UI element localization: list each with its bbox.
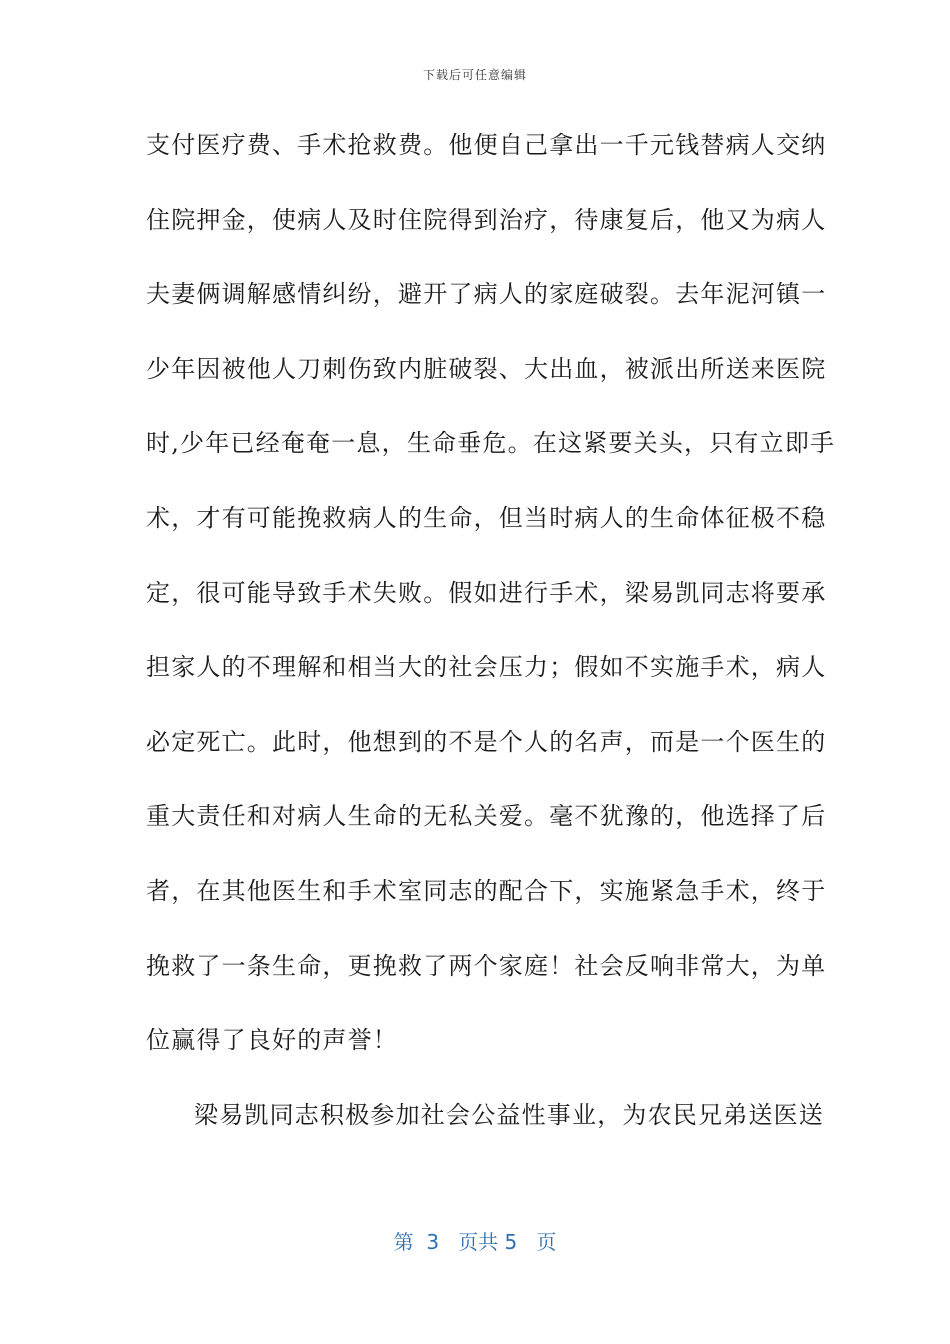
text-line: 担家人的不理解和相当大的社会压力；假如不实施手术，病人 bbox=[146, 653, 827, 682]
text-line: 位赢得了良好的声誉！ bbox=[146, 1026, 398, 1055]
text-line: 支付医疗费、手术抢救费。他便自己拿出一千元钱替病人交纳 bbox=[146, 131, 827, 159]
page-number-footer: 第 3 页共 5 页 bbox=[393, 1230, 557, 1254]
text-line: 时,少年已经奄奄一息，生命垂危。在这紧要关头，只有立即手 bbox=[146, 429, 836, 458]
text-line: 重大责任和对病人生命的无私关爱。毫不犹豫的，他选择了后 bbox=[146, 802, 827, 831]
text-line: 定，很可能导致手术失败。假如进行手术，梁易凯同志将要承 bbox=[146, 578, 827, 607]
page-header: 下载后可任意编辑 bbox=[422, 68, 527, 82]
document-body bbox=[146, 127, 836, 1171]
text-line: 梁易凯同志积极参加社会公益性事业，为农民兄弟送医送 bbox=[194, 1100, 824, 1129]
text-line: 术，才有可能挽救病人的生命，但当时病人的生命体征极不稳 bbox=[146, 503, 827, 532]
text-line: 者，在其他医生和手术室同志的配合下，实施紧急手术，终于 bbox=[146, 876, 827, 905]
text-line: 夫妻俩调解感情纠纷，避开了病人的家庭破裂。去年泥河镇一 bbox=[146, 280, 827, 309]
text-line: 住院押金，使病人及时住院得到治疗，待康复后，他又为病人 bbox=[146, 205, 827, 234]
text-line: 少年因被他人刀刺伤致内脏破裂、大出血，被派出所送来医院 bbox=[146, 354, 827, 383]
text-line: 必定死亡。此时，他想到的不是个人的名声，而是一个医生的 bbox=[146, 727, 827, 756]
paragraph-2 bbox=[146, 1097, 824, 1172]
paragraph-1 bbox=[146, 127, 836, 1097]
text-line: 挽救了一条生命，更挽救了两个家庭！社会反响非常大，为单 bbox=[146, 951, 827, 980]
